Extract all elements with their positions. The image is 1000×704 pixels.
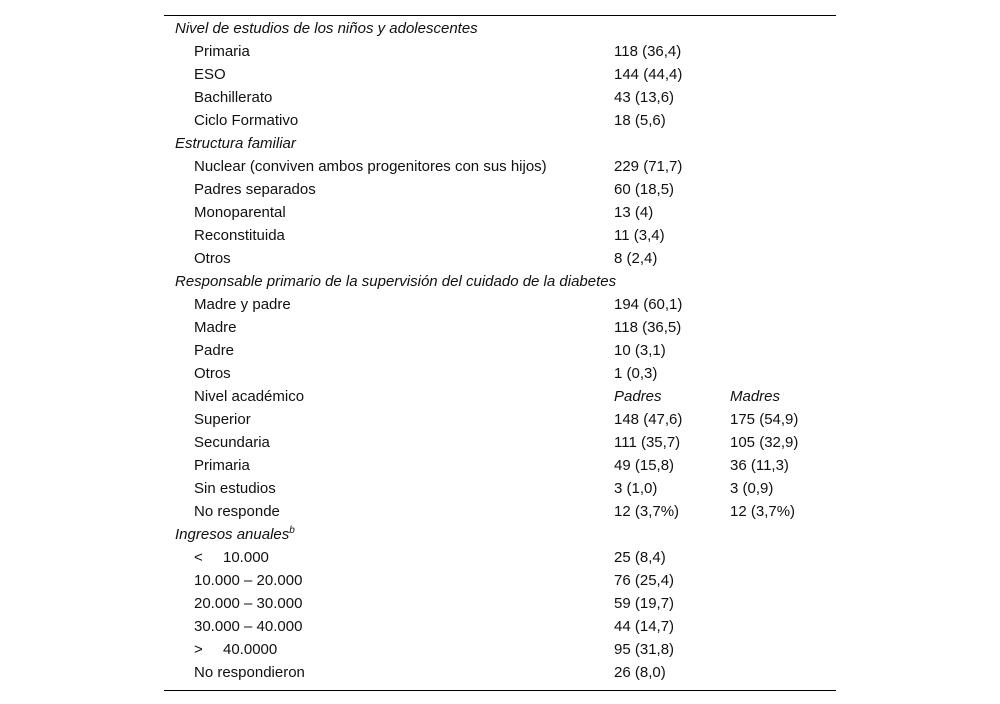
- row-label: Bachillerato: [194, 89, 273, 106]
- row-label: Otros: [194, 250, 231, 267]
- row-label: 10.000 – 20.000: [194, 572, 303, 589]
- row-label: Primaria: [194, 43, 250, 60]
- table-row: [164, 454, 836, 477]
- row-label: Secundaria: [194, 434, 270, 451]
- column-header-mothers: Madres: [730, 388, 781, 405]
- row-value: 18 (5,6): [614, 112, 666, 129]
- row-label: Madre y padre: [194, 296, 291, 313]
- row-label: No responde: [194, 503, 280, 520]
- mothers-value: 36 (11,3): [730, 457, 789, 474]
- row-value: 118 (36,4): [614, 43, 682, 60]
- table-row: [164, 86, 836, 109]
- row-label: Otros: [194, 365, 231, 382]
- row-value: 118 (36,5): [614, 319, 682, 336]
- table-row: [164, 316, 836, 339]
- row-value: 76 (25,4): [614, 572, 675, 589]
- table-row: [164, 201, 836, 224]
- table-row: [164, 569, 836, 592]
- row-value: 144 (44,4): [614, 66, 683, 83]
- row-value: 194 (60,1): [614, 296, 683, 313]
- fathers-value: 12 (3,7%): [614, 503, 680, 520]
- section-title-family: Estructura familiar: [175, 135, 296, 152]
- row-value: 44 (14,7): [614, 618, 675, 635]
- row-value: 229 (71,7): [614, 158, 683, 175]
- footnote-marker: b: [289, 525, 295, 536]
- table-row: [164, 638, 836, 661]
- table-row: [164, 546, 836, 569]
- mothers-value: 105 (32,9): [730, 434, 799, 451]
- section-title-education: Nivel de estudios de los niños y adolescentes: [175, 20, 478, 37]
- row-label: 30.000 – 40.000: [194, 618, 303, 635]
- fathers-value: 148 (47,6): [614, 411, 683, 428]
- row-value: 11 (3,4): [614, 227, 665, 244]
- row-label: Padre: [194, 342, 235, 359]
- section-title-income: [164, 523, 836, 546]
- academic-header-row: [164, 385, 836, 408]
- table-row: [164, 615, 836, 638]
- table-row: [164, 63, 836, 86]
- row-value: 59 (19,7): [614, 595, 675, 612]
- table-row: [164, 362, 836, 385]
- fathers-value: 3 (1,0): [614, 480, 658, 497]
- row-label: Superior: [194, 411, 251, 428]
- table-row: [164, 339, 836, 362]
- table-row: [164, 178, 836, 201]
- table-row: [164, 40, 836, 63]
- table-row: [164, 408, 836, 431]
- table-row: [164, 155, 836, 178]
- academic-label: Nivel académico: [194, 388, 305, 405]
- row-label: Reconstituida: [194, 227, 285, 244]
- row-value: 26 (8,0): [614, 664, 666, 681]
- row-value: 10 (3,1): [614, 342, 666, 359]
- row-label: Padres separados: [194, 181, 316, 198]
- row-value: 60 (18,5): [614, 181, 675, 198]
- column-header-fathers: Padres: [614, 388, 662, 405]
- table-row: [164, 500, 836, 523]
- row-label: Nuclear (conviven ambos progenitores con sus hijos): [194, 158, 547, 175]
- fathers-value: 49 (15,8): [614, 457, 675, 474]
- row-label: ESO: [194, 66, 226, 83]
- row-label: 20.000 – 30.000: [194, 595, 303, 612]
- row-label: Primaria: [194, 457, 250, 474]
- mothers-value: 3 (0,9): [730, 480, 774, 497]
- section-title-supervision: Responsable primario de la supervisión del cuidado de la diabetes: [175, 273, 617, 290]
- row-label: Sin estudios: [194, 480, 276, 497]
- mothers-value: 175 (54,9): [730, 411, 799, 428]
- table-row: [164, 661, 836, 684]
- row-label: Monoparental: [194, 204, 286, 221]
- row-value: 13 (4): [614, 204, 654, 221]
- row-value: 43 (13,6): [614, 89, 675, 106]
- income-title: Ingresos anuales: [175, 526, 290, 543]
- table-row: [164, 247, 836, 270]
- fathers-value: 111 (35,7): [614, 434, 681, 451]
- table-row: [164, 477, 836, 500]
- row-value: 95 (31,8): [614, 641, 675, 658]
- row-label: Madre: [194, 319, 237, 336]
- row-label: [194, 638, 277, 661]
- income-amount: 10.000: [223, 549, 269, 566]
- table-row: [164, 293, 836, 316]
- table-row: [164, 109, 836, 132]
- row-value: 1 (0,3): [614, 365, 658, 382]
- mothers-value: 12 (3,7%): [730, 503, 796, 520]
- table-row: [164, 224, 836, 247]
- row-label: No respondieron: [194, 664, 305, 681]
- table-row: [164, 431, 836, 454]
- row-label: [194, 546, 269, 569]
- row-label: Ciclo Formativo: [194, 112, 299, 129]
- row-value: 25 (8,4): [614, 549, 666, 566]
- row-value: 8 (2,4): [614, 250, 658, 267]
- income-amount: 40.0000: [223, 641, 278, 658]
- greater-than-symbol: >: [194, 641, 203, 658]
- less-than-symbol: <: [194, 549, 203, 566]
- table-row: [164, 592, 836, 615]
- demographics-table: [164, 15, 836, 691]
